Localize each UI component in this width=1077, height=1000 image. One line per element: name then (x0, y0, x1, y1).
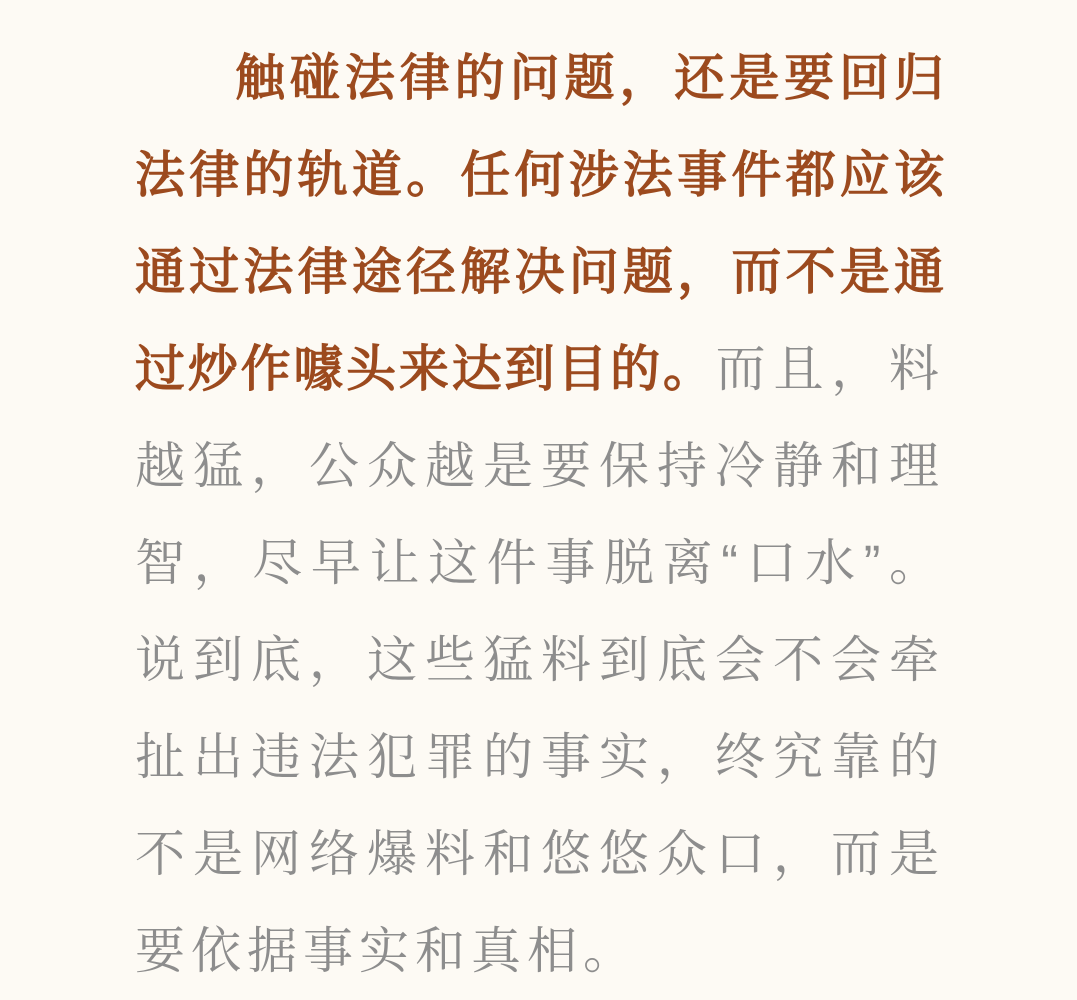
article-body (135, 30, 945, 1000)
emphasized-sentence: 触碰法律的问题，还是要回归法律的轨道。任何涉法事件都应该通过法律途径解决问题，而不是通过炒作噱头来达到目的。 (135, 50, 945, 397)
paragraph-continuation: 而且，料越猛，公众越是要保持冷静和理智，尽早让这件事脱离“口水”。说到底，这些猛料到底会不会牵扯出违法犯罪的事实，终究靠的不是网络爆料和悠悠众口，而是要依据事实和真相。 (135, 341, 946, 979)
paragraph-block (135, 30, 945, 1000)
